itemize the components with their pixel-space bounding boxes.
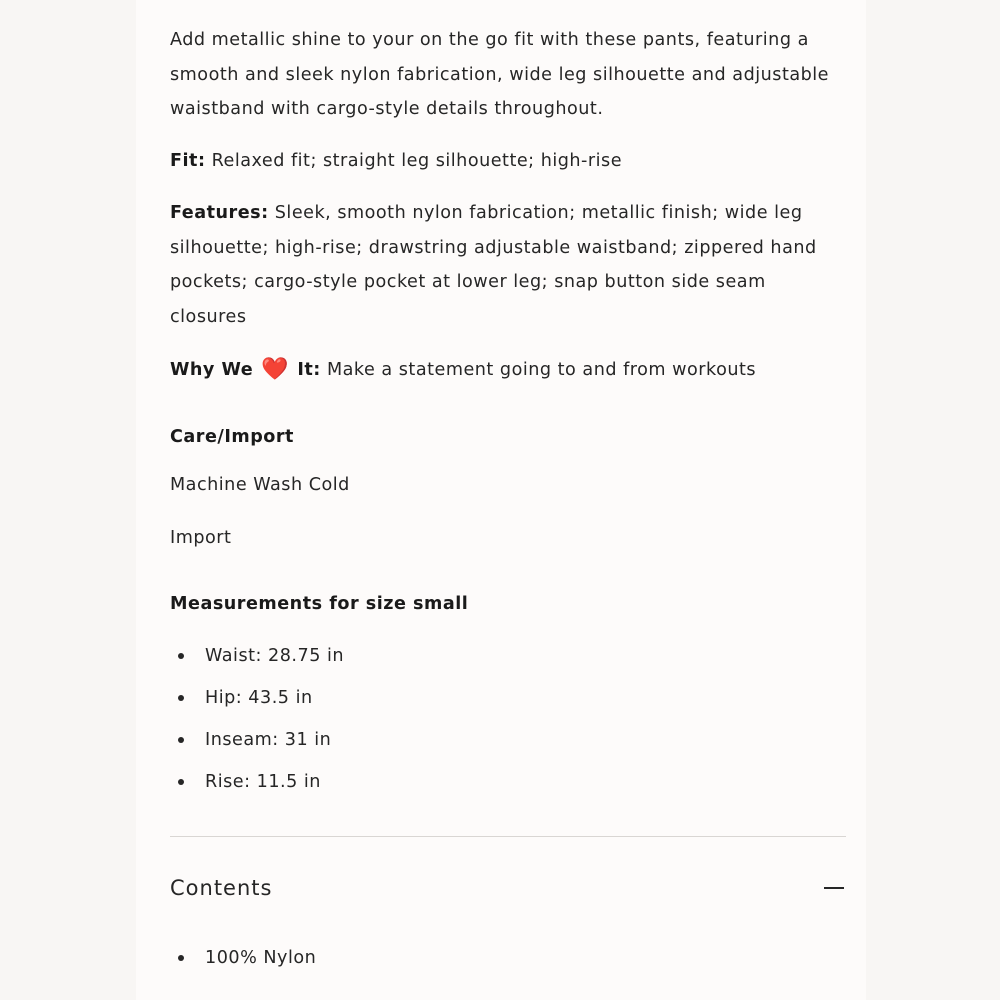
list-item [170,728,344,770]
measurement-rise: Rise: 11.5 in [205,772,321,792]
description-intro: Add metallic shine to your on the go fit with these pants, featuring a smooth and sleek nylon fabrication, wide leg silhouette and adjustable waistband with cargo-style details throughout. [170,30,830,120]
fit-text: Relaxed fit; straight leg silhouette; high-rise [211,151,623,171]
measurements-list [170,644,344,812]
bullet-icon [178,653,184,659]
fit-line [170,144,846,179]
heart-icon: ❤️ [261,357,290,382]
bullet-icon [178,737,184,743]
bullet-icon [178,779,184,785]
contents-material: 100% Nylon [205,948,317,968]
bullet-icon [178,695,184,701]
why-label-after: It: [297,360,321,380]
measurement-waist: Waist: 28.75 in [205,646,345,666]
features-line [170,196,846,335]
bullet-icon [178,955,184,961]
contents-title: Contents [170,876,273,900]
list-item [170,686,344,728]
why-we-love-it-line [170,353,846,388]
fit-label: Fit: [170,151,206,171]
list-item [170,946,316,988]
care-origin: Import [170,528,232,548]
section-divider [170,836,846,837]
features-label: Features: [170,203,269,223]
care-wash: Machine Wash Cold [170,475,350,495]
measurements-heading: Measurements for size small [170,594,469,614]
list-item [170,770,344,812]
care-heading: Care/Import [170,427,294,447]
features-text: Sleek, smooth nylon fabrication; metallic finish; wide leg silhouette; high-rise; drawstring adjustable waistband; zippered hand pockets; cargo-style pocket at lower leg; snap button side seam closures [170,203,817,328]
why-text: Make a statement going to and from workouts [326,360,757,380]
list-item [170,644,344,686]
why-label-before: Why We [170,360,254,380]
contents-accordion-header[interactable] [170,870,846,906]
contents-list [170,946,316,988]
minus-icon[interactable] [822,876,846,900]
measurement-hip: Hip: 43.5 in [205,688,313,708]
measurement-inseam: Inseam: 31 in [205,730,332,750]
